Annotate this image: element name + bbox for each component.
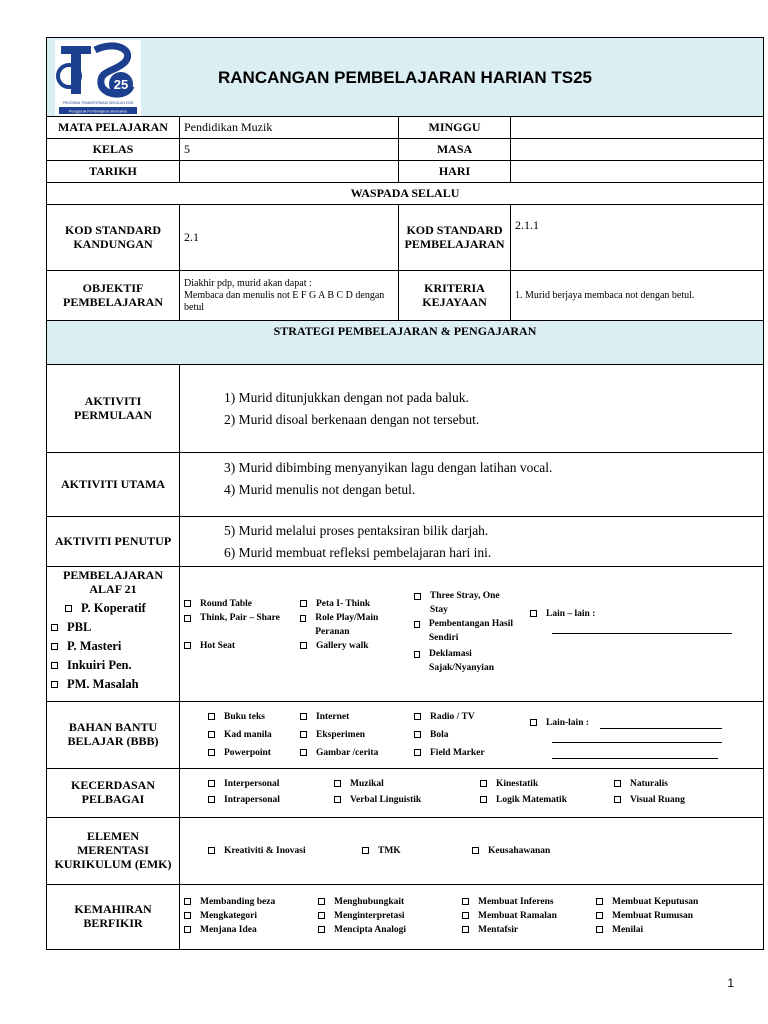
option-label: Field Marker [430,748,485,758]
option-label: Buku teks [224,712,265,722]
checkbox[interactable] [462,926,469,933]
checkbox[interactable] [318,912,325,919]
strategy-heading: STRATEGI PEMBELAJARAN & PENGAJARAN [47,321,764,365]
objective-line-1: Diakhir pdp, murid akan dapat : [184,277,312,289]
option-label: Lain – lain : [546,609,596,619]
kemahiran-options [180,885,764,950]
option-label: Role Play/Main Peranan [315,613,379,637]
option-label: Membuat Keputusan [612,897,699,907]
option-label: Radio / TV [430,712,475,722]
checkbox[interactable] [208,713,215,720]
checkbox[interactable] [208,731,215,738]
main-activity-label: AKTIVITI UTAMA [47,453,180,517]
checkbox[interactable] [596,926,603,933]
option-label: Verbal Linguistik [350,795,422,805]
day-label: HARI [399,161,511,183]
checkbox[interactable] [184,912,191,919]
class-value[interactable]: 5 [180,139,399,161]
waspada-heading: WASPADA SELALU [47,183,764,205]
option-label: Mentafsir [478,925,519,935]
option-label: Membuat Inferens [478,897,554,907]
option-label: Hot Seat [200,641,236,651]
option-label: Kad manila [224,730,272,740]
option-label: Gambar /cerita [316,748,379,758]
alaf21-type: P. Masteri [67,638,122,653]
option-label: Menilai [612,925,644,935]
checkbox[interactable] [184,926,191,933]
alaf21-cell [47,567,180,702]
checkbox[interactable] [300,600,307,607]
date-label: TARIKH [47,161,180,183]
checkbox[interactable] [318,926,325,933]
option-label: Bola [430,730,449,740]
option-label: Keusahawanan [488,846,551,856]
svg-text:25: 25 [113,77,129,92]
alaf21-type: Inkuiri Pen. [67,657,132,672]
checkbox[interactable] [300,713,307,720]
option-label: Membuat Rumusan [612,911,694,921]
checkbox[interactable] [318,898,325,905]
content-standard-label: KOD STANDARD KANDUNGAN [47,205,180,271]
checkbox[interactable] [614,780,621,787]
criteria-value[interactable]: 1. Murid berjaya membaca not dengan betul. [511,271,764,321]
alaf21-type-list [51,599,175,694]
svg-text:Penggerak Pembelajaran Bermakn: Penggerak Pembelajaran Bermakna [69,109,127,114]
checkbox[interactable] [300,749,307,756]
lesson-plan-sheet [46,37,763,950]
main-activity-content[interactable] [180,453,764,517]
checkbox[interactable] [596,912,603,919]
option-label: Naturalis [630,779,668,789]
option-label: Three Stray, One Stay [429,591,500,615]
option-label: Muzikal [350,779,384,789]
objective-label: OBJEKTIF PEMBELAJARAN [47,271,180,321]
checkbox[interactable] [414,621,420,628]
option-label: Interpersonal [224,779,280,789]
option-label: Membuat Ramalan [478,911,557,921]
checkbox[interactable] [184,642,191,649]
checkbox[interactable] [208,847,215,854]
checkbox[interactable] [208,749,215,756]
other-input-line[interactable] [600,728,722,729]
option-label: Mengkategori [200,911,257,921]
emk-options [180,818,764,885]
option-label: Deklamasi Sajak/Nyanyian [429,649,494,673]
checkbox[interactable] [414,731,421,738]
checkbox[interactable] [334,780,341,787]
option-label: Pembentangan Hasil Sendiri [428,619,514,643]
subject-label: MATA PELAJARAN [47,117,180,139]
checkbox[interactable] [184,615,191,622]
checkbox[interactable] [65,605,72,612]
other-input-line[interactable] [552,758,718,759]
end-activity-label: AKTIVITI PENUTUP [47,517,180,567]
emk-label: ELEMEN MERENTASI KURIKULUM (EMK) [47,818,180,885]
checkbox[interactable] [530,719,537,726]
checkbox[interactable] [414,713,421,720]
option-label: Mencipta Analogi [334,925,407,935]
option-label: Membanding beza [200,897,276,907]
kecerdasan-options [180,769,764,818]
day-value[interactable] [511,161,764,183]
learning-standard-value[interactable]: 2.1.1 [511,205,764,271]
option-label: Eksperimen [316,730,366,740]
checkbox[interactable] [414,651,420,658]
learning-standard-label: KOD STANDARD PEMBELAJARAN [399,205,511,271]
checkbox[interactable] [334,796,341,803]
objective-value[interactable] [180,271,399,321]
objective-line-2: Membaca dan menulis not E F G A B C D dengan betul [184,289,385,313]
criteria-label: KRITERIA KEJAYAAN [399,271,511,321]
checkbox[interactable] [51,681,58,688]
time-label: MASA [399,139,511,161]
option-label: Menjana Idea [200,925,257,935]
checkbox[interactable] [51,624,58,631]
kemahiran-label: KEMAHIRAN BERFIKIR [47,885,180,950]
main-activity-item: 4) Murid menulis not dengan betul. [224,482,416,497]
subject-value[interactable]: Pendidikan Muzik [180,117,399,139]
alaf21-label: PEMBELAJARAN ALAF 21 [62,568,163,596]
option-label: TMK [378,846,401,856]
checkbox[interactable] [184,600,191,607]
bbb-options [180,702,764,769]
option-label: Logik Matematik [496,795,567,805]
checkbox[interactable] [208,796,215,803]
other-input-line[interactable] [552,633,732,634]
checkbox[interactable] [480,780,487,787]
checkbox[interactable] [462,912,469,919]
alaf21-options [180,567,764,702]
checkbox[interactable] [480,796,487,803]
checkbox[interactable] [462,898,469,905]
end-activity-item: 6) Murid membuat refleksi pembelajaran hari ini. [224,544,492,560]
option-label: Intrapersonal [224,795,280,805]
checkbox[interactable] [596,898,603,905]
time-value[interactable] [511,139,764,161]
main-activity-item: 3) Murid dibimbing menyanyikan lagu dengan latihan vocal. [224,460,553,475]
checkbox[interactable] [362,847,369,854]
content-standard-value[interactable]: 2.1 [180,205,399,271]
week-value[interactable] [511,117,764,139]
option-label: Menghubungkait [334,897,405,907]
svg-text:PROGRAM TRANSFORMASI SEKOLAH 2: PROGRAM TRANSFORMASI SEKOLAH 2025 [62,101,134,105]
end-activity-content[interactable] [180,517,764,567]
option-label: Kreativiti & Inovasi [224,846,306,856]
checkbox[interactable] [300,731,307,738]
alaf21-type: PBL [67,619,92,634]
page-number: 1 [727,976,734,990]
title-row [47,38,764,117]
alaf21-type: PM. Masalah [67,676,139,691]
other-input-line[interactable] [552,742,722,743]
option-label: Lain-lain : [546,718,590,728]
end-activity-item: 5) Murid melalui proses pentaksiran bilik darjah. [224,522,489,538]
lesson-plan-table [46,37,764,950]
option-label: Gallery walk [316,641,369,651]
bbb-label: BAHAN BANTU BELAJAR (BBB) [47,702,180,769]
checkbox[interactable] [530,610,537,617]
checkbox[interactable] [51,662,58,669]
start-activity-content[interactable] [180,365,764,453]
option-label: Kinestatik [496,779,539,789]
option-label: Internet [316,712,350,722]
page-title: RANCANGAN PEMBELAJARAN HARIAN TS25 [217,68,593,87]
start-activity-label: AKTIVITI PERMULAAN [47,365,180,453]
start-activity-item: 2) Murid disoal berkenaan dengan not tersebut. [224,411,480,427]
class-label: KELAS [47,139,180,161]
option-label: Peta I- Think [316,599,371,609]
start-activity-item: 1) Murid ditunjukkan dengan not pada baluk. [224,389,469,405]
checkbox[interactable] [300,642,307,649]
checkbox[interactable] [472,847,479,854]
checkbox[interactable] [184,898,191,905]
alaf21-type: P. Koperatif [81,600,146,615]
checkbox[interactable] [300,615,306,622]
option-label: Round Table [200,599,253,609]
week-label: MINGGU [399,117,511,139]
checkbox[interactable] [614,796,621,803]
checkbox[interactable] [51,643,58,650]
checkbox[interactable] [208,780,215,787]
option-label: Visual Ruang [630,795,685,805]
checkbox[interactable] [414,593,421,600]
option-label: Menginterpretasi [334,911,405,921]
option-label: Think, Pair – Share [200,613,280,623]
option-label: Powerpoint [224,748,271,758]
kecerdasan-label: KECERDASAN PELBAGAI [47,769,180,818]
checkbox[interactable] [414,749,421,756]
date-value[interactable] [180,161,399,183]
